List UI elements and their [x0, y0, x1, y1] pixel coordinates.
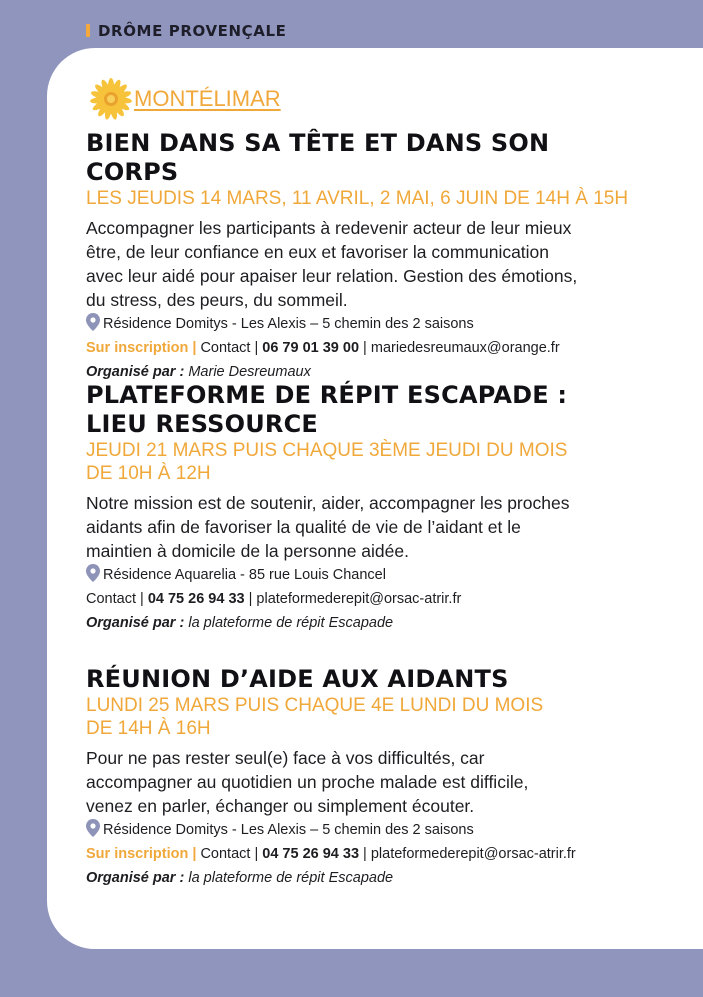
- location-pin-icon: [86, 564, 100, 582]
- event-location: Résidence Aquarelia - 85 rue Louis Chancel: [86, 563, 646, 587]
- event-organizer: Organisé par : Marie Desreumaux: [86, 364, 311, 380]
- phone-number[interactable]: 06 79 01 39 00: [262, 340, 360, 356]
- sun-flower-icon: [88, 76, 134, 122]
- event-organizer: Organisé par : la plateforme de répit Escapade: [86, 870, 394, 886]
- email-link[interactable]: plateformederepit@orsac-atrir.fr: [370, 846, 576, 862]
- event-card: [86, 381, 646, 635]
- phone-number[interactable]: 04 75 26 94 33: [147, 591, 245, 607]
- event-contact: Sur inscription | Contact | 06 79 01 39 00 | mariedesreumaux@orange.fr: [86, 340, 560, 356]
- registration-note: Sur inscription: [86, 846, 189, 862]
- event-contact: Sur inscription | Contact | 04 75 26 94 33 | plateformederepit@orsac-atrir.fr: [86, 846, 576, 862]
- region-header: [0, 0, 703, 48]
- event-description: Notre mission est de soutenir, aider, accompagner les proches aidants afin de favoriser la qualité de vie de l’aidant et le maintien à domicile de la personne aidée.: [86, 493, 570, 561]
- event-description: Pour ne pas rester seul(e) face à vos difficultés, car accompagner au quotidien un proche malade est difficile, venez en parler, échanger ou simplement écouter.: [86, 748, 529, 816]
- event-title: PLATEFORME DE RÉPIT ESCAPADE : LIEU RESSOURCE: [86, 381, 568, 438]
- event-description: Accompagner les participants à redevenir acteur de leur mieux être, de leur confiance en eux et favoriser la communication avec leur aidé pour apaiser leur relation. Gestion des émotions, du stress, des peurs, du sommeil.: [86, 218, 578, 310]
- registration-note: Sur inscription: [86, 340, 189, 356]
- location-pin-icon: [86, 819, 100, 837]
- event-organizer: Organisé par : la plateforme de répit Escapade: [86, 615, 394, 631]
- event-date: LES JEUDIS 14 MARS, 11 AVRIL, 2 MAI, 6 JUIN DE 14H À 15H: [86, 188, 629, 209]
- city-name[interactable]: MONTÉLIMAR: [134, 86, 281, 111]
- email-link[interactable]: plateformederepit@orsac-atrir.fr: [256, 591, 462, 607]
- event-title: BIEN DANS SA TÊTE ET DANS SON CORPS: [86, 129, 550, 186]
- event-card: [86, 665, 646, 890]
- event-contact: Contact | 04 75 26 94 33 | plateformederepit@orsac-atrir.fr: [86, 591, 462, 607]
- region-marker: [86, 24, 90, 37]
- event-location: Résidence Domitys - Les Alexis – 5 chemin des 2 saisons: [86, 818, 646, 842]
- event-date: JEUDI 21 MARS PUIS CHAQUE 3ÈME JEUDI DU MOIS DE 10H À 12H: [86, 440, 568, 484]
- region-label: DRÔME PROVENÇALE: [98, 22, 287, 40]
- event-title: RÉUNION D’AIDE AUX AIDANTS: [86, 665, 509, 693]
- event-card: [86, 129, 646, 384]
- phone-number[interactable]: 04 75 26 94 33: [262, 846, 360, 862]
- event-location: Résidence Domitys - Les Alexis – 5 chemin des 2 saisons: [86, 312, 646, 336]
- email-link[interactable]: mariedesreumaux@orange.fr: [370, 340, 560, 356]
- location-pin-icon: [86, 313, 100, 331]
- event-date: LUNDI 25 MARS PUIS CHAQUE 4E LUNDI DU MOIS DE 14H À 16H: [86, 695, 544, 739]
